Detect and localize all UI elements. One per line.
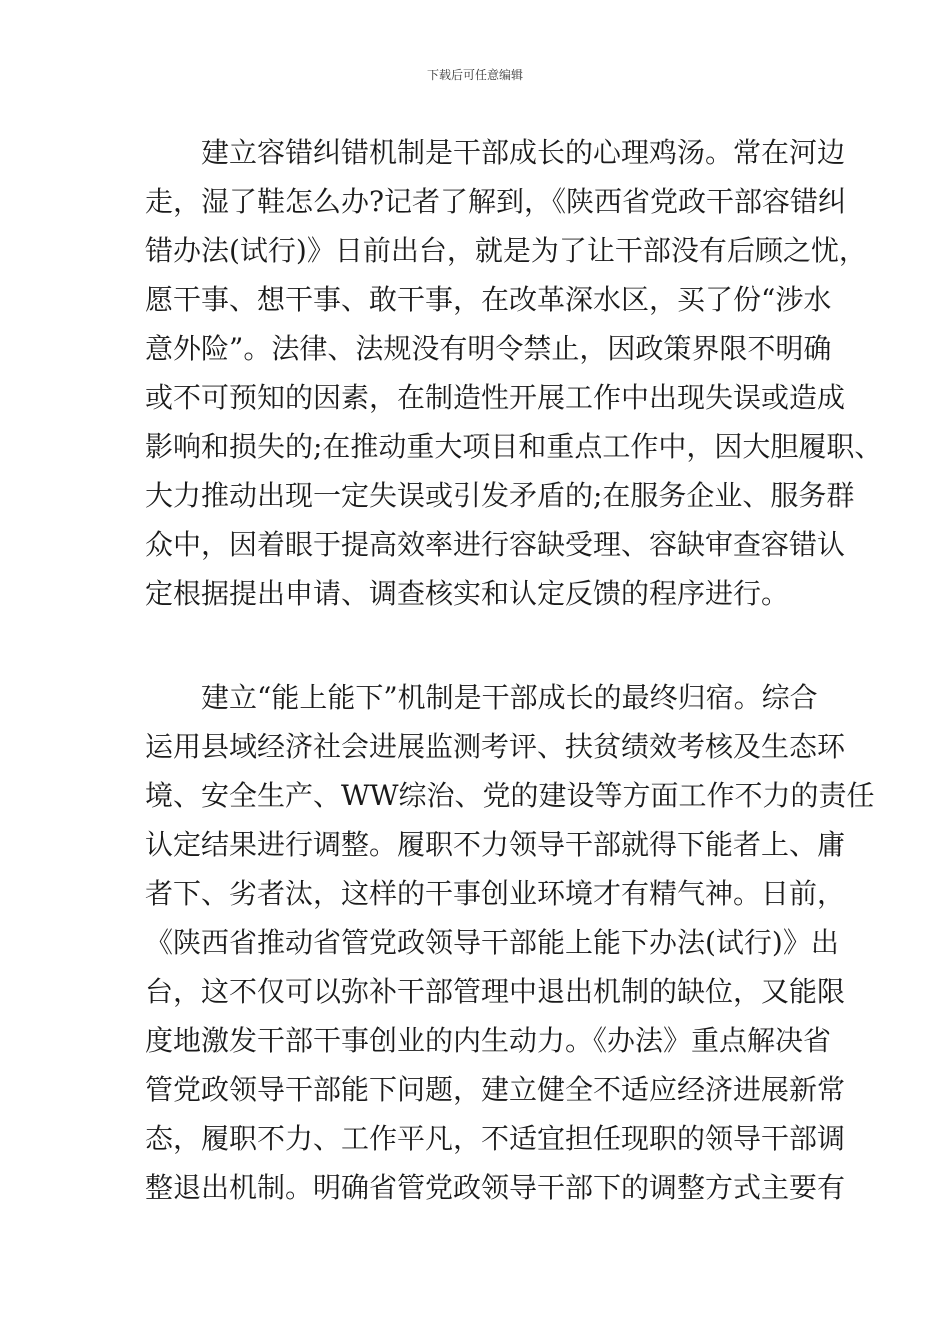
text-line: 态，履职不力、工作平凡，不适宜担任现职的领导干部调	[145, 1122, 846, 1155]
page-header-note: 下载后可任意编辑	[426, 68, 523, 82]
text-line: 者下、劣者汰，这样的干事创业环境才有精气神。日前，	[145, 877, 846, 910]
text-line: 定根据提出申请、调查核实和认定反馈的程序进行。	[145, 577, 790, 610]
paragraph-fault-tolerance	[145, 128, 883, 618]
text-line: 度地激发干部干事创业的内生动力。《办法》重点解决省	[145, 1024, 832, 1057]
text-line: 境、安全生产、WW综治、党的建设等方面工作不力的责任	[145, 779, 875, 812]
text-line: 众中，因着眼于提高效率进行容缺受理、容缺审查容错认	[145, 528, 846, 561]
text-line: 台，这不仅可以弥补干部管理中退出机制的缺位，又能限	[145, 975, 846, 1008]
text-line: 管党政领导干部能下问题，建立健全不适应经济进展新常	[145, 1073, 846, 1106]
text-line: 走，湿了鞋怎么办?记者了解到，《陕西省党政干部容错纠	[145, 185, 847, 218]
text-line: 意外险”。法律、法规没有明令禁止，因政策界限不明确	[145, 332, 832, 365]
text-line: 认定结果进行调整。履职不力领导干部就得下能者上、庸	[145, 828, 846, 861]
text-line: 整退出机制。明确省管党政领导干部下的调整方式主要有	[145, 1171, 846, 1204]
text-line: 《陕西省推动省管党政领导干部能上能下办法(试行)》出	[145, 926, 839, 959]
text-line: 错办法(试行)》日前出台，就是为了让干部没有后顾之忧，	[145, 234, 867, 267]
text-line: 建立容错纠错机制是干部成长的心理鸡汤。常在河边	[201, 136, 846, 169]
paragraph-up-and-down	[145, 673, 875, 1212]
text-line: 大力推动出现一定失误或引发矛盾的;在服务企业、服务群	[145, 479, 855, 512]
text-line: 运用县域经济社会进展监测考评、扶贫绩效考核及生态环	[145, 730, 846, 763]
text-line: 愿干事、想干事、敢干事，在改革深水区，买了份“涉水	[145, 283, 832, 316]
text-line: 或不可预知的因素，在制造性开展工作中出现失误或造成	[145, 381, 846, 414]
text-line: 建立“能上能下”机制是干部成长的最终归宿。综合	[201, 681, 818, 714]
text-line: 影响和损失的;在推动重大项目和重点工作中，因大胆履职、	[145, 430, 883, 463]
